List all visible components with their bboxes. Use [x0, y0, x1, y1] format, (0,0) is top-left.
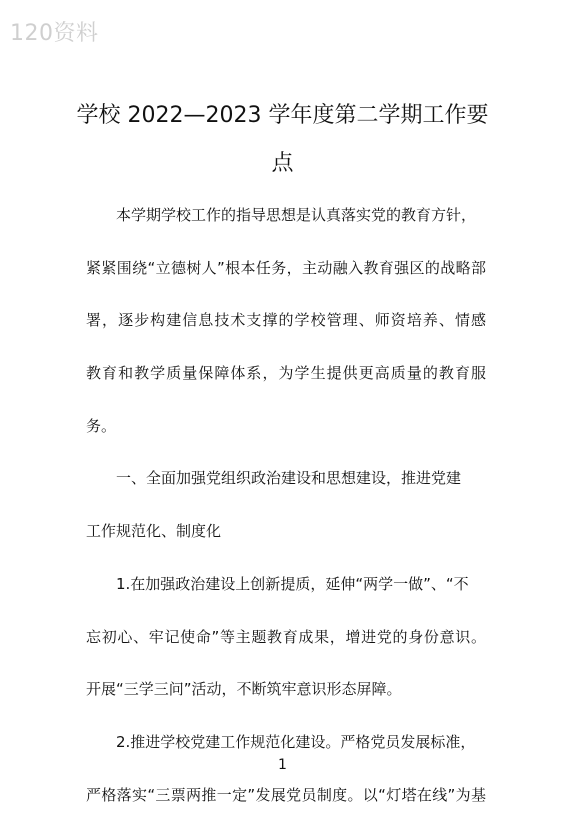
text-line: 紧紧围绕“立德树人”根本任务，主动融入教育强区的战略部 — [86, 258, 486, 277]
section-heading-line: 工作规范化、制度化 — [86, 522, 222, 541]
watermark: 120资料 — [10, 21, 99, 46]
text-line: 教育和教学质量保障体系，为学生提供更高质量的教育服 — [86, 364, 486, 383]
text-line: 务。 — [86, 416, 117, 435]
document-body — [86, 201, 486, 833]
text-line: 2.推进学校党建工作规范化建设。严格党员发展标准， — [116, 732, 476, 751]
text-line: 严格落实“三票两推一定”发展党员制度。以“灯塔在线”为基 — [86, 785, 486, 804]
title-line-2: 点 — [271, 151, 294, 176]
title-line-1: 学校 2022—2023 学年度第二学期工作要 — [76, 103, 489, 128]
text-line: 忘初心、牢记使命”等主题教育成果，增进党的身份意识。 — [86, 627, 486, 646]
document-title — [70, 92, 495, 188]
text-line: 署，逐步构建信息技术支撑的学校管理、师资培养、情感 — [86, 311, 486, 330]
text-line: 开展“三学三问”活动，不断筑牢意识形态屏障。 — [86, 680, 402, 699]
text-line: 1.在加强政治建设上创新提质，延伸“两学一做”、“不 — [116, 574, 469, 593]
text-line: 本学期学校工作的指导思想是认真落实党的教育方针， — [116, 206, 477, 224]
page-number: 1 — [278, 757, 287, 773]
section-heading-line: 一、全面加强党组织政治建设和思想建设，推进党建 — [116, 469, 462, 488]
